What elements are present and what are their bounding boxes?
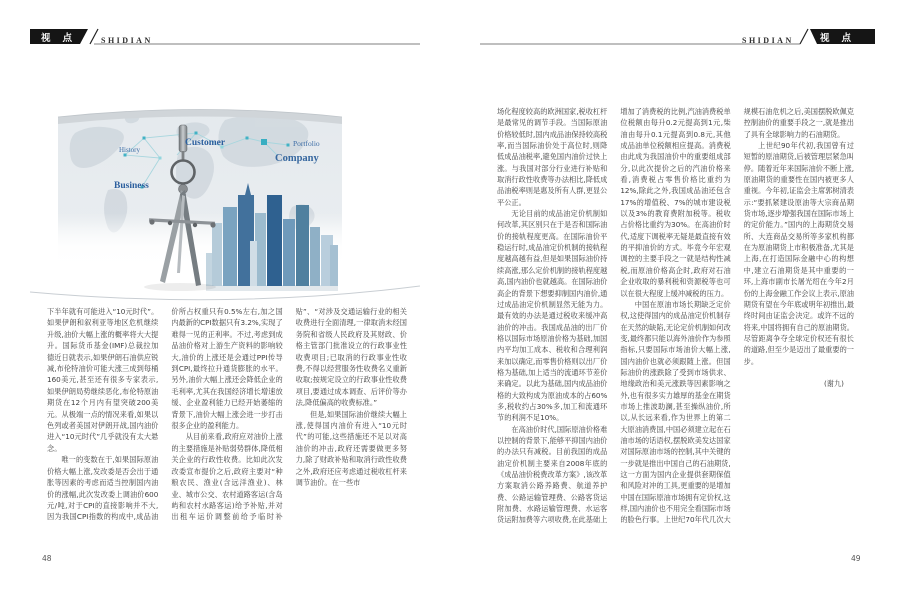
article-paragraph: 中国在原油市场长期缺乏定价权,这使得国内的成品油定价机制存在天然的缺陷,无论定价机制如何改变,最终都只能以海外油价作为参照指标,只要国际市场油价大幅上涨,国内油价也就必须跟随上涨。但国际油价的涨跌除了受到市场供求、地缘政治和美元涨跌等因素影响之外,也有很多实力雄厚的基金在期货市场上推波助澜,甚至操纵油价,所以,从长远来看,作为世界上的第二大原油消费国,中国必须建立起在石油市场的话语权,摆脱欧美发达国家对国际原油市场的控制,其中关键的一步就是推出中国自己的石油期货,这一方面为国内企业提供套期保值和风险对冲的工具,更重要的是增加中国在国际原油市场拥有定价权,这样,国内油价也不用完全看国际市场的脸色行事。上世纪70年代几次大规模石油危机之后,美国摆脱欧佩克控制油价的重要手段之一,就是推出了具有全球影响力的石油期货。 [620, 107, 854, 525]
oil-market-illustration [30, 95, 420, 310]
section-title-right: 视点 [820, 34, 864, 44]
map-label-portfolio: Portfolio [293, 139, 320, 148]
article-paragraph: 上世纪90年代初,我国曾有过短暂的原油期货,后被管理层紧急叫停。随着近年来国际油价不断上涨,原油期货的重要性在国内被更多人重视。今年初,证监会主席郭树清表示:“要抓紧建设原油等大宗商品期货市场,逐步增强我国在国际市场上的定价能力。”国内的上海期货交易所、大连商品交易所等多家机构都在为原油期货上市积极准备,尤其是上海,在打造国际金融中心的构想中,建立石油期货是其中重要的一环,上海市副市长屠光绍在今年2月份的上海金融工作会议上表示,原油期货有望在今年底或明年初推出,最终时间由证监会决定。或许不远的将来,中国将拥有自己的原油期货。尽管距离争夺全球定价权还有很长的道路,但至少是迈出了最重要的一步。 [743, 141, 854, 366]
map-label-customer: Customer [185, 138, 226, 148]
map-label-company: Company [275, 153, 319, 164]
article-paragraph: 在高油价时代,国际原油价格难以控制的背景下,能够平抑国内油价的办法只有减税。目前我国的成品油定价机制主要来自2008年底的《成品油价税费改革方案》,该改革方案取消公路养路费、航道养护费、公路运输管理费、公路客货运附加费、水路运输管理费、水运客货运附加费等六项收费,在此基础上增加了消费税的比例,汽油消费税单位税额由每升0.2元提高到1元,柴油由每升0.1元提高到0.8元,其他成品油单位税额相应提高。消费税由此成为我国油价中的重要组成部分,以此次提价之后的汽油价格来看,消费税占零售价格比重约为12%,除此之外,我国成品油还包含17%的增值税、7%的城市建设税以及3%的教育费附加税等。税收占价格比重约为30%。在高油价时代,适度下调税率无疑是最直接有效的平抑油价的方式。毕竟今年宏观调控的主要手段之一就是结构性减税,而原油价格高企时,政府对石油企业收取的暴利税和资源税等也可以在很大程度上缓冲减税的压力。 [497, 107, 731, 525]
article-columns-right [497, 106, 854, 526]
article-paragraph: 但是,如果国际油价继续大幅上涨,使得国内油价有进入“10元时代”的可能,这些措施还不足以对高油价的冲击,政府还需要做更多努力,除了财政补贴和取消行政性收费之外,政府还应考虑通过税收杠杆来调节油价。在一些市 [295, 409, 407, 488]
header-right-rule [480, 26, 875, 48]
article-paragraph: 下半年就有可能进入“10元时代”。如果伊朗和叙利亚等地区危机继续升级,油价大幅上涨的概率将大大提升。国际货币基金(IMF)总裁拉加德近日就表示,如果伊朗石油供应锐减,布伦特油价可能大涨三成到每桶160美元,甚至还有很多专家表示,如果伊朗局势继续恶化,布伦特原油期货在12个月内有望突破200美元。从极端一点的情况来看,如果以色列或者美国对伊朗开战,国内油价进入“10元时代”几乎就没有太大悬念。 [47, 307, 159, 453]
article-columns-left [47, 306, 407, 523]
header-left-slash-icon [90, 29, 98, 44]
page-number-left: 48 [42, 554, 52, 563]
map-label-business: Business [114, 181, 149, 191]
header-left-rule [30, 26, 420, 48]
article-paragraph: 从目前来看,政府应对油价上涨的主要措施是补贴弱势群体,降低相关企业的行政性收费。比如此次发改委宣布提价之后,政府主要对“种粮农民、渔业(含远洋渔业)、林业、城市公交、农村道路客运(含岛屿和农村水路客运)给予补贴,并对出租车运价调整前给予临时补贴”、“对涉及交通运输行业的相关收费进行全面清理,一律取消未经国务院和省级人民政府及其财政、价格主管部门批准设立的行政事业性收费项目;已取消的行政事业性收费,不得以经营服务性收费名义重新收取;按规定设立的行政事业性收费项目,要通过成本调查、后评价等办法,降低偏高的收费标准。” [171, 307, 407, 522]
article-paragraph: 场化程度较高的欧洲国家,税收杠杆是最常见的调节手段。当国际原油价格较低时,国内成品油保持较高税率,而当国际油价处于高位时,则降低成品油税率,避免国内油价过快上涨。与我国对部分行业进行补贴和取消行政性收费等办法相比,降低成品油税率则是惠及所有人群,更显公平公正。 [497, 107, 608, 207]
compass-shadow [144, 283, 216, 291]
section-title-right-en: SHIDIAN [742, 36, 794, 45]
map-label-history: History [119, 146, 140, 154]
article-paragraph: 无论目前的成品油定价机制如何改革,其区别只在于是否和国际油价的接轨程度更高。在国际油价平稳运行时,成品油定价机制的接轨程度越高越有益,但是如果国际油价持续高涨,那么定价机制的接轨程度越高,国内油价也就越高。在国际油价高企的背景下想要抑制国内油价,通过成品油定价机制显然无能为力。最有效的办法是通过税收来缓冲高油价的冲击。我国成品油的出厂价格以国际市场原油价格为基础,加国内平均加工成本、税收和合理利润来加以确定,而零售价格则以出厂价格为基础,加上适当的流通环节差价来确定。以此为基础,国内成品油价格的大致构成为原油成本的占60%多,税收约占30%多,加工和流通环节的利润不足10%。 [497, 209, 608, 423]
page-number-right: 49 [851, 554, 861, 563]
header-right-slash-icon [800, 29, 808, 44]
section-title-left-en: SHIDIAN [101, 36, 153, 45]
article-paragraph: 唯一的变数在于,如果国际原油价格大幅上涨,发改委是否会出于通胀等因素的考虑而适当控制国内油价的涨幅,此次发改委上调油价600元/吨,对于CPI的直接影响并不大,因为我国CPI指数的构成中,成品油价所占权重只有0.5%左右,加之国内最新的CPI数据只有3.2%,实现了难得一见的正利率。不过,考虑到成品油价格对上游生产资料的影响较大,油价的上涨还是会通过PPI传导到CPI,最终拉升通货膨胀的水平。另外,油价大幅上涨还会降低企业的毛利率,尤其在我国经济增长增速放缓、企业盈利能力已经开始萎缩的背景下,油价大幅上涨会进一步打击很多企业的盈利能力。 [47, 307, 283, 522]
section-title-left: 视点 [41, 34, 85, 44]
article-byline: (谢九) [824, 378, 844, 388]
